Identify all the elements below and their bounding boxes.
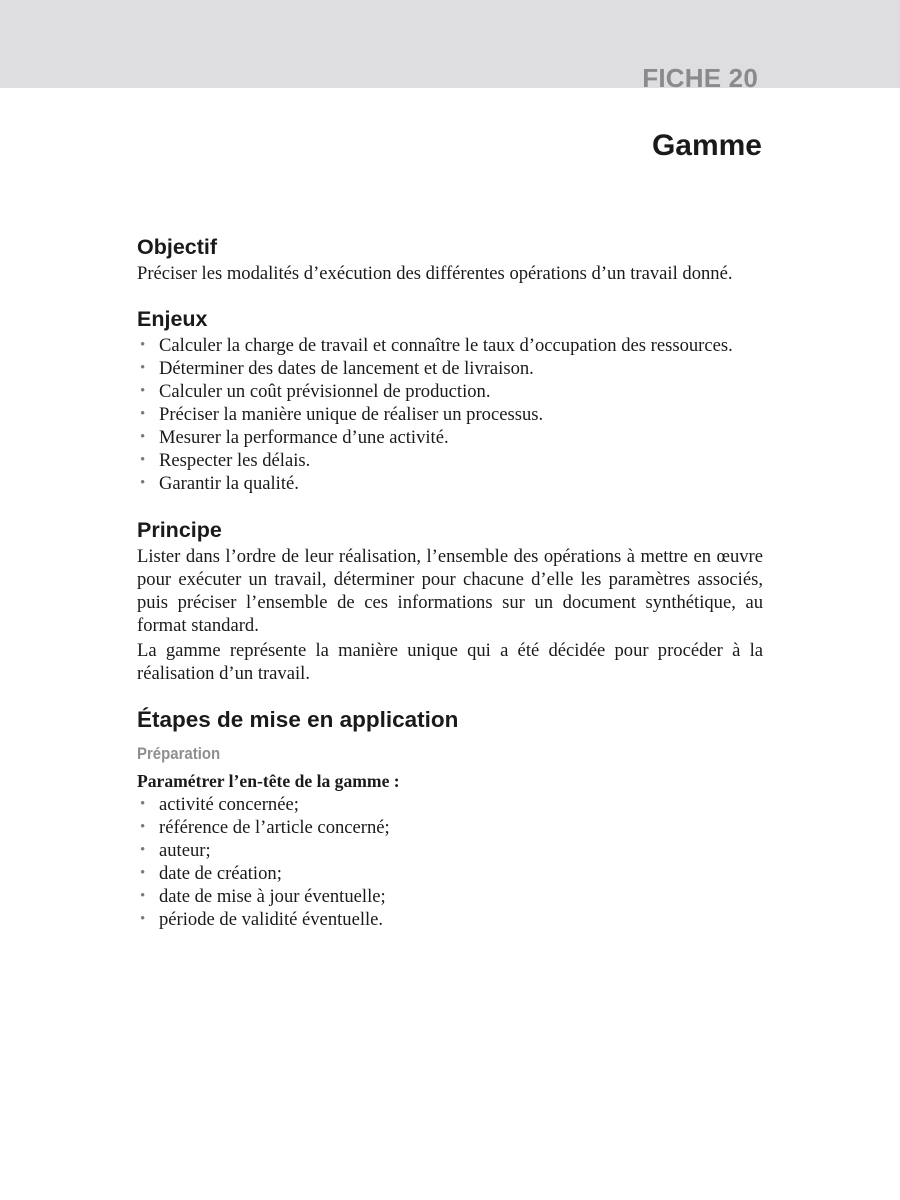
bullet-icon: • — [140, 429, 146, 445]
etapes-intro: Paramétrer l’en-tête de la gamme : — [137, 771, 400, 791]
bullet-icon: • — [140, 865, 146, 881]
list-item — [137, 908, 763, 931]
bullet-icon: • — [140, 888, 146, 904]
section-etapes — [137, 705, 763, 931]
bullet-icon: • — [140, 911, 146, 927]
list-item — [137, 816, 763, 839]
list-item-text: date de création; — [159, 863, 282, 884]
section-heading-enjeux: Enjeux — [137, 307, 208, 331]
list-item — [137, 839, 763, 862]
bullet-icon: • — [140, 452, 146, 468]
objectif-text: Préciser les modalités d’exécution des différentes opérations d’un travail donné. — [137, 263, 733, 284]
enjeux-list — [137, 334, 763, 495]
section-principe — [137, 515, 763, 685]
bullet-icon: • — [140, 360, 146, 376]
list-item-text: Calculer un coût prévisionnel de production. — [159, 381, 491, 402]
header-band — [0, 0, 900, 88]
bullet-icon: • — [140, 406, 146, 422]
list-item-text: date de mise à jour éventuelle; — [159, 886, 386, 907]
list-item — [137, 885, 763, 908]
bullet-icon: • — [140, 819, 146, 835]
list-item-text: période de validité éventuelle. — [159, 909, 384, 930]
list-item-text: Mesurer la performance d’une activité. — [159, 427, 449, 448]
bullet-icon: • — [140, 475, 146, 491]
list-item-text: Calculer la charge de travail et connaître le taux d’occupation des ressources. — [159, 335, 733, 356]
section-heading-etapes: Étapes de mise en application — [137, 707, 459, 732]
bullet-icon: • — [140, 383, 146, 399]
page-title: Gamme — [651, 129, 762, 162]
list-item-text: Respecter les délais. — [159, 450, 311, 471]
section-heading-principe: Principe — [137, 518, 222, 542]
list-item — [137, 862, 763, 885]
document-body — [137, 232, 763, 951]
etapes-list — [137, 793, 763, 931]
list-item-text: activité concernée; — [159, 794, 299, 815]
list-item-text: Garantir la qualité. — [159, 473, 299, 494]
list-item — [137, 793, 763, 816]
bullet-icon: • — [140, 842, 146, 858]
list-item-text: auteur; — [159, 840, 211, 861]
bullet-icon: • — [140, 796, 146, 812]
list-item — [137, 380, 763, 403]
list-item-text: Déterminer des dates de lancement et de livraison. — [159, 358, 534, 379]
section-heading-objectif: Objectif — [137, 235, 218, 259]
section-objectif — [137, 232, 763, 285]
list-item — [137, 357, 763, 380]
list-item — [137, 472, 763, 495]
list-item — [137, 334, 763, 357]
list-item — [137, 449, 763, 472]
fiche-number: FICHE 20 — [642, 63, 758, 93]
bullet-icon: • — [140, 337, 146, 353]
section-enjeux — [137, 304, 763, 495]
principe-paragraph: La gamme représente la manière unique qui a été décidée pour procéder à la réalisation d’un travail. — [137, 640, 763, 684]
list-item-text: Préciser la manière unique de réaliser un processus. — [159, 404, 544, 425]
list-item-text: référence de l’article concerné; — [159, 817, 390, 838]
list-item — [137, 426, 763, 449]
list-item — [137, 403, 763, 426]
subheading-preparation: Préparation — [137, 744, 221, 763]
principe-paragraph: Lister dans l’ordre de leur réalisation, l’ensemble des opérations à mettre en œuvre pour exécuter un travail, déterminer pour chacune d’elle les paramètres associés, puis préciser l’ensemble de ces informations sur un document synthétique, au format standard. — [137, 546, 763, 636]
